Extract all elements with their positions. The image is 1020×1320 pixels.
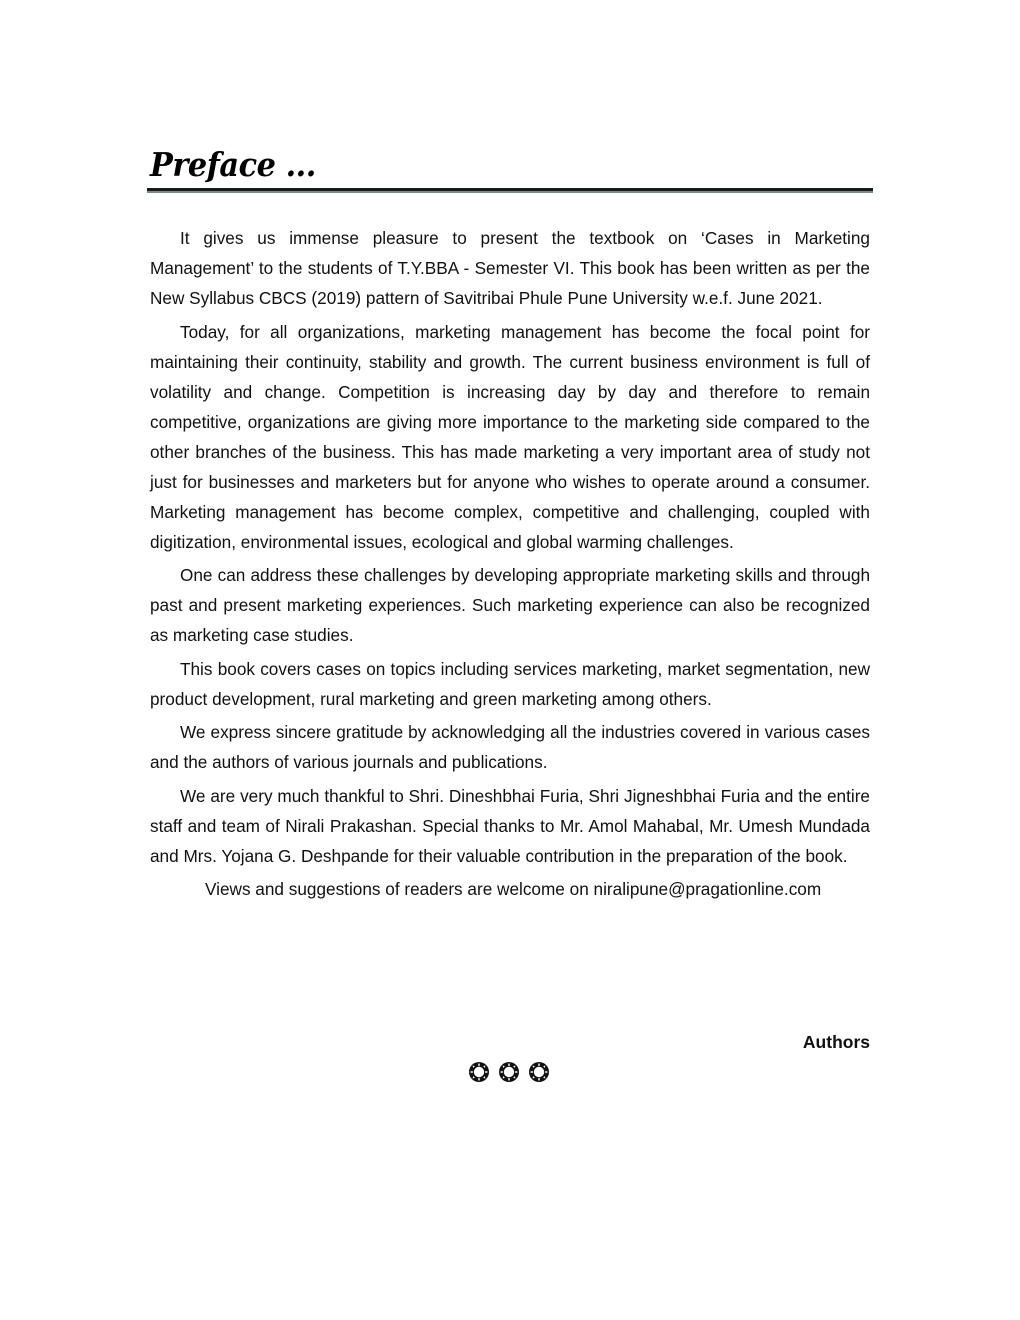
ornament-icon (528, 1061, 550, 1083)
title-underline-rule (147, 188, 873, 193)
page-title: Preface ... (150, 145, 316, 184)
paragraph-challenges: One can address these challenges by developing appropriate marketing skills and through past and present marketing experiences. Such marketing experience can also be recognized as marketing case studies. (150, 565, 870, 645)
end-ornaments (468, 1061, 550, 1083)
paragraph-marketing-importance: Today, for all organizations, marketing management has become the focal point for maintaining their continuity, stability and growth. The current business environment is full of volatility and change. Competition is increasing day by day and therefore to remain competitive, organizations are giving more importance to the marketing side compared to the other branches of the business. This has made marketing a very important area of study not just for businesses and marketers but for anyone who wishes to operate around a consumer. Marketing management has become complex, competitive and challenging, coupled with digitization, environmental issues, ecological and global warming challenges. (150, 321, 870, 552)
paragraph-intro: It gives us immense pleasure to present the textbook on ‘Cases in Marketing Management’ to the students of T.Y.BBA - Semester VI. This book has been written as per the New Syllabus CBCS (2019) pattern of Savitribai Phule Pune University w.e.f. June 2021. (150, 228, 870, 308)
paragraph-gratitude: We express sincere gratitude by acknowledging all the industries covered in various cases and the authors of various journals and publications. (150, 722, 870, 772)
preface-body (150, 223, 870, 908)
ornament-icon (468, 1061, 490, 1083)
ornament-icon (498, 1061, 520, 1083)
contact-line: Views and suggestions of readers are welcome on niralipune@pragationline.com (205, 879, 822, 899)
paragraph-thanks: We are very much thankful to Shri. Dineshbhai Furia, Shri Jigneshbhai Furia and the entire staff and team of Nirali Prakashan. Special thanks to Mr. Amol Mahabal, Mr. Umesh Mundada and Mrs. Yojana G. Deshpande for their valuable contribution in the preparation of the book. (150, 785, 870, 866)
authors-signature: Authors (802, 1032, 870, 1052)
paragraph-topics: This book covers cases on topics including services marketing, market segmentation, new product development, rural marketing and green marketing among others. (150, 658, 870, 709)
